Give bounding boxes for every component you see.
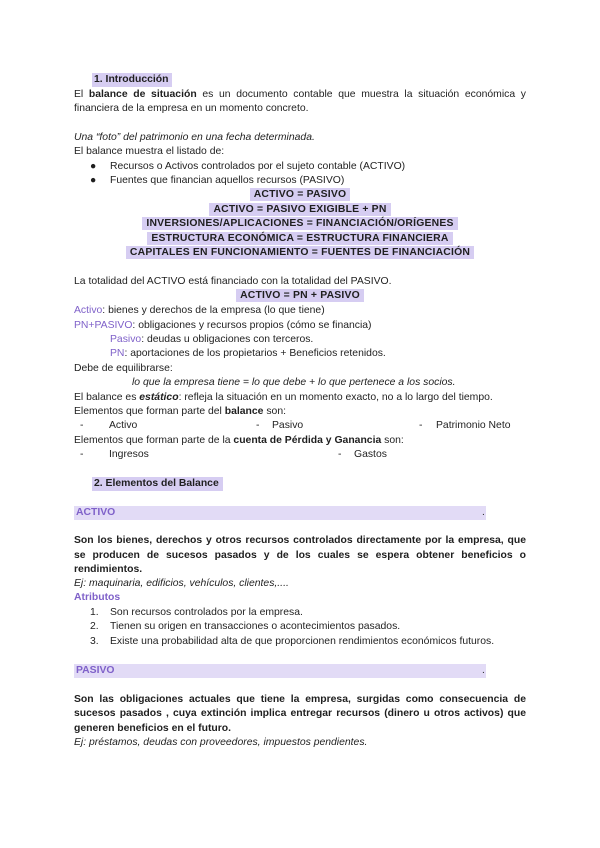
bullet-icon: ● [90, 175, 97, 186]
elementos-pyg-intro: Elementos que forman parte de la cuenta de Pérdida y Ganancia son: [74, 435, 404, 446]
activo-definition-line-3: rendimientos. [74, 564, 143, 575]
foto-quote: Una “foto” del patrimonio en una fecha determinada. [74, 132, 315, 143]
atributo-item: Son recursos controlados por la empresa. [110, 607, 303, 618]
dash-icon: - [80, 420, 84, 431]
activo-definition: Activo: bienes y derechos de la empresa (lo que tiene) [74, 305, 325, 316]
debe-equilibrarse: Debe de equilibrarse: [74, 363, 173, 374]
list-number: 1. [90, 607, 99, 618]
equation-line: ACTIVO = PASIVO [74, 188, 526, 202]
atributo-item: Existe una probabilidad alta de que proporcionen rendimientos económicos futuros. [110, 636, 495, 647]
band-dot: . [482, 665, 485, 676]
totality-text: La totalidad del ACTIVO está financiado con la totalidad del PASIVO. [74, 276, 392, 287]
balance-item: Pasivo [272, 420, 304, 431]
pasivo-definition-line-3: generen beneficios en el futuro. [74, 723, 232, 734]
atributos-heading: Atributos [74, 592, 121, 603]
list-number: 3. [90, 636, 99, 647]
dash-icon: - [80, 449, 84, 460]
pasivo-definition-line-1: Son las obligaciones actuales que tiene la empresa, surgidas como consecuencia de [74, 694, 526, 705]
pnpasivo-definition: PN+PASIVO: obligaciones y recursos propios (cómo se financia) [74, 320, 372, 331]
equilibrio-formula: lo que la empresa tiene = lo que debe + lo que pertenece a los socios. [132, 377, 456, 388]
dash-icon: - [338, 449, 342, 460]
estatico-text: El balance es estático: refleja la situación en un momento exacto, no a lo largo del tiempo. [74, 392, 493, 403]
equation-line: ESTRUCTURA ECONÓMICA = ESTRUCTURA FINANCIERA [74, 232, 526, 246]
equation-pn: ACTIVO = PN + PASIVO [74, 289, 526, 303]
pasivo-band: PASIVO [74, 664, 486, 678]
pyg-item: Ingresos [109, 449, 149, 460]
pn-definition: PN: aportaciones de los propietarios + Beneficios retenidos. [110, 348, 386, 359]
balance-item: Patrimonio Neto [436, 420, 511, 431]
pyg-item: Gastos [354, 449, 387, 460]
equation-line: INVERSIONES/APLICACIONES = FINANCIACIÓN/ORÍGENES [74, 217, 526, 231]
bullet-item: Fuentes que financian aquellos recursos (PASIVO) [110, 175, 345, 186]
section-title-introduccion: 1. Introducción [92, 73, 172, 87]
activo-definition-line-2: se producen de sucesos pasados y de los cuales se espera obtener beneficios o [74, 550, 526, 561]
listado-intro: El balance muestra el listado de: [74, 146, 225, 157]
atributo-item: Tienen su origen en transacciones o acontecimientos pasados. [110, 621, 401, 632]
equation-line: ACTIVO = PASIVO EXIGIBLE + PN [74, 203, 526, 217]
balance-item: Activo [109, 420, 138, 431]
band-dot: . [482, 507, 485, 518]
pasivo-definition: Pasivo: deudas u obligaciones con terceros. [110, 334, 314, 345]
equation-line: CAPITALES EN FUNCIONAMIENTO = FUENTES DE FINANCIACIÓN [74, 246, 526, 260]
activo-definition-line-1: Son los bienes, derechos y otros recursos controlados directamente por la empresa, que [74, 535, 526, 546]
activo-example: Ej: maquinaria, edificios, vehículos, clientes,.... [74, 578, 289, 589]
intro-paragraph-line-1: El balance de situación es un documento contable que muestra la situación económica y [74, 89, 526, 100]
dash-icon: - [419, 420, 423, 431]
dash-icon: - [256, 420, 260, 431]
activo-band: ACTIVO [74, 506, 486, 520]
pasivo-definition-line-2: sucesos pasados , cuya extinción implica entregar recursos (dinero u otros activos) que [74, 708, 526, 719]
pasivo-example: Ej: préstamos, deudas con proveedores, impuestos pendientes. [74, 737, 368, 748]
intro-paragraph-line-2: financiera de la empresa en un momento concreto. [74, 103, 309, 114]
elementos-balance-intro: Elementos que forman parte del balance son: [74, 406, 286, 417]
section-title-elementos: 2. Elementos del Balance [92, 477, 223, 491]
bullet-item: Recursos o Activos controlados por el sujeto contable (ACTIVO) [110, 161, 406, 172]
list-number: 2. [90, 621, 99, 632]
bullet-icon: ● [90, 161, 97, 172]
